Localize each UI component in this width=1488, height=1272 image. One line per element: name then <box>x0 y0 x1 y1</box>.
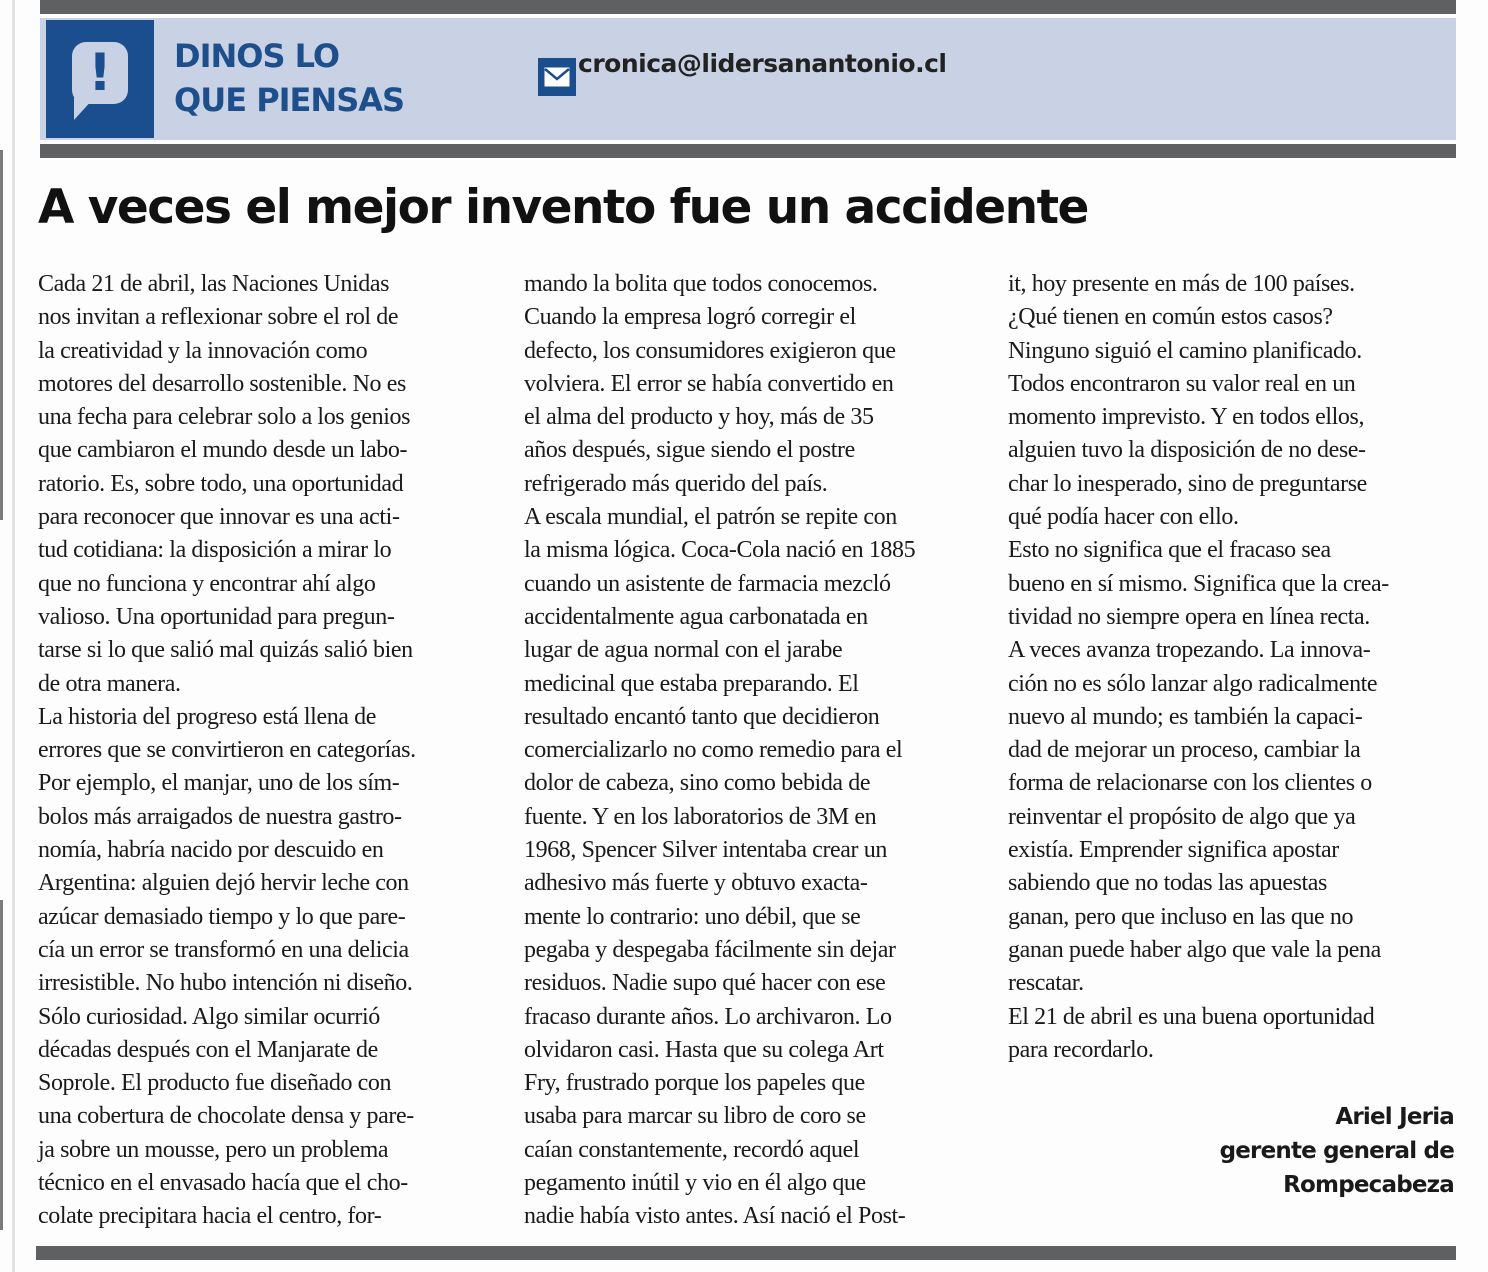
article-line: La historia del progreso está llena de <box>38 703 377 730</box>
section-title-line-2: QUE PIENSAS <box>174 81 405 119</box>
article-line: una cobertura de chocolate densa y pare- <box>38 1103 414 1130</box>
article-line: Por ejemplo, el manjar, uno de los sím- <box>38 770 400 797</box>
article-line: ción no es sólo lanzar algo radicalmente <box>1008 670 1378 697</box>
contact-email[interactable] <box>538 48 946 96</box>
article-line: qué podía hacer con ello. <box>1008 504 1239 531</box>
article-line: de otra manera. <box>38 670 181 697</box>
article-line: fracaso durante años. Lo archivaron. Lo <box>524 1003 892 1030</box>
article-line: que cambiaron el mundo desde un labo- <box>38 437 408 464</box>
article-line: char lo inesperado, sino de preguntarse <box>1008 470 1367 497</box>
article-line: ratorio. Es, sobre todo, una oportunidad <box>38 470 404 497</box>
article-line: A escala mundial, el patrón se repite con <box>524 504 897 531</box>
article-line: Ninguno siguió el camino planificado. <box>1008 337 1362 364</box>
article-line: comercializarlo no como remedio para el <box>524 737 903 764</box>
article-line: refrigerado más querido del país. <box>524 470 828 497</box>
article-line: mando la bolita que todos conocemos. <box>524 271 878 297</box>
article-line: el alma del producto y hoy, más de 35 <box>524 404 874 431</box>
article-line: tividad no siempre opera en línea recta. <box>1008 603 1370 630</box>
top-rule <box>40 0 1456 14</box>
article-line: nos invitan a reflexionar sobre el rol de <box>38 304 399 331</box>
exclamation-speech-bubble-icon <box>46 20 154 138</box>
author-role-line-1: gerente general de <box>1219 1138 1454 1164</box>
article-line: pegaba y despegaba fácilmente sin dejar <box>524 936 896 963</box>
article-line: décadas después con el Manjarate de <box>38 1036 378 1063</box>
article-line: fuente. Y en los laboratorios de 3M en <box>524 803 877 830</box>
bottom-rule <box>36 1246 1456 1260</box>
article-line: tarse si lo que salió mal quizás salió bien <box>38 637 413 664</box>
article-column-3 <box>1008 268 1458 1067</box>
article-line: nadie había visto antes. Así nació el Post- <box>524 1203 906 1230</box>
article-column-1 <box>38 268 508 1234</box>
article-line: rescatar. <box>1008 970 1084 997</box>
article-line: bueno en sí mismo. Significa que la crea- <box>1008 570 1389 597</box>
article-headline: A veces el mejor invento fue un accidente <box>38 180 1088 235</box>
article-line: cuando un asistente de farmacia mezcló <box>524 570 891 597</box>
envelope-icon-glyph <box>544 67 570 87</box>
article-line: bolos más arraigados de nuestra gastro- <box>38 803 402 830</box>
article-line: la creatividad y la innovación como <box>38 337 368 364</box>
section-title-line-1: DINOS LO <box>174 37 340 75</box>
article-line: El 21 de abril es una buena oportunidad <box>1008 1003 1375 1030</box>
article-line: existía. Emprender significa apostar <box>1008 837 1339 864</box>
article-line: nomía, habría nacido por descuido en <box>38 837 384 864</box>
article-line: momento imprevisto. Y en todos ellos, <box>1008 404 1365 431</box>
article-line: ganan, pero que incluso en las que no <box>1008 903 1354 930</box>
article-line: pegamento inútil y vio en él algo que <box>524 1170 866 1197</box>
article-line: defecto, los consumidores exigieron que <box>524 337 896 364</box>
article-line: caían constantemente, recordó aquel <box>524 1136 860 1163</box>
article-line: olvidaron casi. Hasta que su colega Art <box>524 1036 884 1063</box>
exclamation-mark: ! <box>72 42 128 104</box>
article-line: adhesivo más fuerte y obtuvo exacta- <box>524 870 868 897</box>
article-line: Esto no significa que el fracaso sea <box>1008 537 1331 564</box>
article-line: motores del desarrollo sostenible. No es <box>38 370 406 397</box>
article-line: 1968, Spencer Silver intentaba crear un <box>524 837 887 864</box>
article-line: que no funciona y encontrar ahí algo <box>38 570 376 597</box>
article-line: resultado encantó tanto que decidieron <box>524 703 880 730</box>
article-line: valioso. Una oportunidad para pregun- <box>38 603 395 630</box>
article-line: sabiendo que no todas las apuestas <box>1008 870 1327 897</box>
section-title <box>174 34 404 122</box>
article-line: ja sobre un mousse, pero un problema <box>38 1136 389 1163</box>
article-line: para reconocer que innovar es una acti- <box>38 504 400 531</box>
article-line: errores que se convirtieron en categorías. <box>38 737 416 764</box>
article-line: Fry, frustrado porque los papeles que <box>524 1070 865 1097</box>
author-name: Ariel Jeria <box>1335 1104 1454 1130</box>
article-line: ganan puede haber algo que vale la pena <box>1008 936 1381 963</box>
article-line: accidentalmente agua carbonatada en <box>524 603 868 630</box>
article-line: usaba para marcar su libro de coro se <box>524 1103 866 1130</box>
article-line: dad de mejorar un proceso, cambiar la <box>1008 737 1361 764</box>
article-line: medicinal que estaba preparando. El <box>524 670 859 697</box>
article-line: forma de relacionarse con los clientes o <box>1008 770 1372 797</box>
article-line: cía un error se transformó en una delicia <box>38 936 409 963</box>
article-line: Argentina: alguien dejó hervir leche con <box>38 870 409 897</box>
article-line: técnico en el envasado hacía que el cho- <box>38 1170 408 1197</box>
article-line: it, hoy presente en más de 100 países. <box>1008 271 1355 297</box>
page-edge-mark <box>0 900 3 1230</box>
article-line: Soprole. El producto fue diseñado con <box>38 1070 392 1097</box>
article-line: una fecha para celebrar solo a los genios <box>38 404 411 431</box>
article-line: Sólo curiosidad. Algo similar ocurrió <box>38 1003 380 1030</box>
article-line: Cada 21 de abril, las Naciones Unidas <box>38 271 390 297</box>
article-line: irresistible. No hubo intención ni diseño. <box>38 970 413 997</box>
article-line: A veces avanza tropezando. La innova- <box>1008 637 1371 664</box>
opinion-banner <box>40 18 1456 140</box>
article-line: nuevo al mundo; es también la capaci- <box>1008 703 1363 730</box>
article-column-2 <box>524 268 994 1234</box>
article-line: tud cotidiana: la disposición a mirar lo <box>38 537 392 564</box>
article-line: ¿Qué tienen en común estos casos? <box>1008 304 1333 331</box>
article-line: volviera. El error se había convertido en <box>524 370 894 397</box>
article-line: Todos encontraron su valor real en un <box>1008 370 1356 397</box>
envelope-icon <box>538 58 576 96</box>
article-line: años después, sigue siendo el postre <box>524 437 855 464</box>
article-line: Cuando la empresa logró corregir el <box>524 304 856 331</box>
article-line: para recordarlo. <box>1008 1036 1154 1063</box>
article-line: alguien tuvo la disposición de no dese- <box>1008 437 1366 464</box>
page-edge-line <box>12 0 15 1272</box>
article-line: azúcar demasiado tiempo y lo que pare- <box>38 903 406 930</box>
article-line: reinventar el propósito de algo que ya <box>1008 803 1356 830</box>
author-role-line-2: Rompecabeza <box>1283 1172 1454 1198</box>
email-address[interactable]: cronica@lidersanantonio.cl <box>578 49 947 78</box>
article-line: lugar de agua normal con el jarabe <box>524 637 843 664</box>
author-signature <box>1220 1100 1454 1202</box>
article-line: dolor de cabeza, sino como bebida de <box>524 770 871 797</box>
article-line: residuos. Nadie supo qué hacer con ese <box>524 970 886 997</box>
header-rule <box>40 144 1456 158</box>
article-line: la misma lógica. Coca-Cola nació en 1885 <box>524 537 916 564</box>
article-line: colate precipitara hacia el centro, for- <box>38 1203 382 1230</box>
page-edge-mark <box>0 150 3 520</box>
article-line: mente lo contrario: uno débil, que se <box>524 903 861 930</box>
